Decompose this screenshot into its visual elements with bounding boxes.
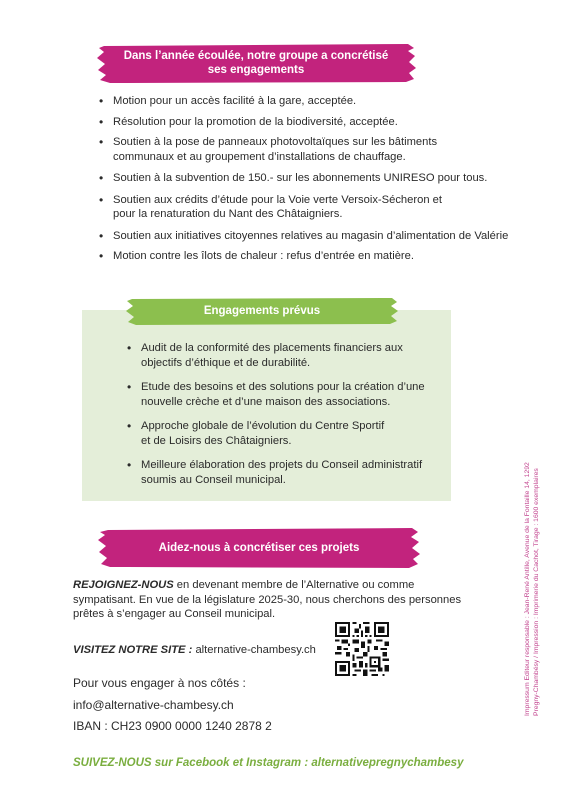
- engagements-realises-list: [99, 94, 509, 264]
- list-item: • Soutien à la subvention de 150.- sur les abonnements UNIRESO pour tous.: [99, 171, 509, 186]
- footer-social: SUIVEZ-NOUS sur Facebook et Instagram : alternativepregnychambesy: [73, 757, 464, 769]
- visit-lead: VISITEZ NOTRE SITE :: [73, 644, 193, 656]
- list-item: • Meilleure élaboration des projets du Conseil administratif soumis au Conseil municipal.: [127, 458, 436, 487]
- list-item: • Approche globale de l’évolution du Centre Sportif et de Loisirs des Châtaigniers.: [127, 419, 391, 448]
- list-item: • Audit de la conformité des placements financiers aux objectifs d’éthique et de durabilité.: [127, 341, 411, 370]
- imprint-vertical: Impressum Editeur responsable : Jean-René Antille, Avenue de la Fontaille 14, 1292 Pregny-Chambésy / Impression : Imprimerie du Cachot, Tirage : 1600 exemplaires: [524, 462, 540, 716]
- banner-label: Engagements prévus: [203, 305, 321, 317]
- list-item: • Soutien aux crédits d’étude pour la Voie verte Versoix-Sécheron et pour la renaturation du Nant des Châtaigniers.: [99, 193, 458, 222]
- contact-intro: Pour vous engager à nos côtés :: [73, 676, 246, 690]
- iban: IBAN : CH23 0900 0000 1240 2878 2: [73, 719, 272, 733]
- join-paragraph: [73, 578, 473, 622]
- contact-block: [73, 673, 333, 738]
- website-link[interactable]: alternative-chambesy.ch: [192, 644, 316, 656]
- engagements-prevus-list: [127, 341, 427, 487]
- banner-title-line2: ses engagements: [207, 64, 305, 76]
- email-link[interactable]: info@alternative-chambesy.ch: [73, 697, 234, 712]
- banner-engagements-prevus: [126, 296, 398, 326]
- list-item: • Motion contre les îlots de chaleur : refus d’entrée en matière.: [99, 249, 509, 264]
- qr-code-icon[interactable]: [335, 622, 389, 676]
- list-item: • Motion pour un accès facilité à la gare, acceptée.: [99, 94, 509, 109]
- banner-title-line1: Dans l’année écoulée, notre groupe a concrétisé: [123, 50, 389, 62]
- join-text: en devenant membre de l’Alternative ou comme sympatisant. En vue de la législature 2025-30, nous cherchons des personnes prêtes à s’engager au Conseil municipal.: [73, 579, 462, 620]
- list-item: • Résolution pour la promotion de la biodiversité, acceptée.: [99, 115, 509, 130]
- join-lead: REJOIGNEZ-NOUS: [73, 579, 174, 591]
- list-item: • Etude des besoins et des solutions pour la création d’une nouvelle crèche et d’une maison des associations.: [127, 380, 431, 409]
- list-item: • Soutien aux initiatives citoyennes relatives au magasin d’alimentation de Valérie: [99, 229, 509, 244]
- banner-engagements-realises: [96, 42, 416, 84]
- banner-aidez-nous: [98, 527, 420, 569]
- visit-site: [73, 643, 333, 658]
- banner-label: Aidez-nous à concrétiser ces projets: [158, 542, 360, 554]
- list-item: • Soutien à la pose de panneaux photovoltaïques sur les bâtiments communaux et au groupement d’installations de chauffage.: [99, 135, 458, 164]
